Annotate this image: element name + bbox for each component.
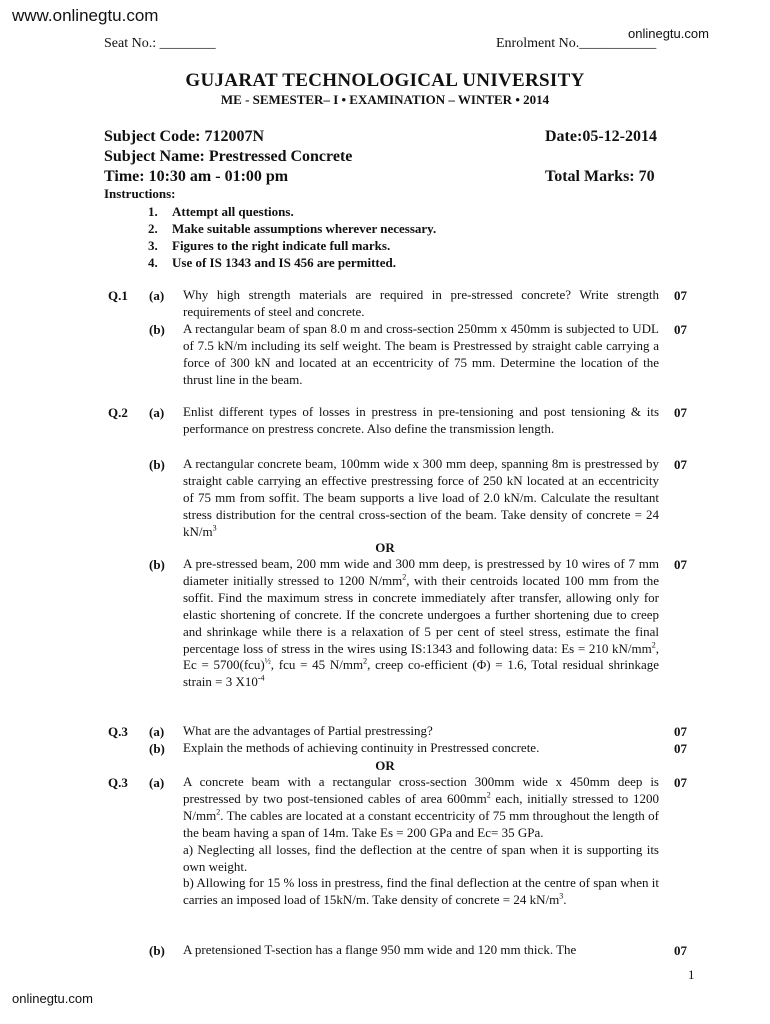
question-label-q1: Q.1	[108, 288, 128, 303]
instruction-item: 3. Figures to the right indicate full marks.	[148, 238, 391, 253]
sub-label-q3b: (b)	[149, 741, 165, 756]
sub-label-q2b: (b)	[149, 457, 165, 472]
exam-date: Date:05-12-2014	[545, 128, 657, 145]
exam-title: ME - SEMESTER– I • EXAMINATION – WINTER • 2014	[220, 92, 550, 107]
marks-q3a-alt: 07	[674, 775, 687, 790]
watermark-top-right: onlinegtu.com	[628, 26, 709, 41]
university-title: GUJARAT TECHNOLOGICAL UNIVERSITY	[185, 70, 585, 91]
question-text-q1b: A rectangular beam of span 8.0 m and cross-section 250mm x 450mm is subjected to UDL of 7.5 kN/m including its self weight. The beam is Prestressed by straight cable carrying a force of 300 kN and located at an eccentricity of 75 mm. Determine the location of the thrust line in the beam.	[183, 321, 659, 387]
marks-q2a: 07	[674, 405, 687, 420]
instruction-item: 1. Attempt all questions.	[148, 204, 294, 219]
exam-time: Time: 10:30 am - 01:00 pm	[104, 168, 289, 185]
sub-label-q1b: (b)	[149, 322, 165, 337]
instruction-item: 2. Make suitable assumptions wherever necessary.	[148, 221, 437, 236]
question-text-q1a: Why high strength materials are required in pre-stressed concrete? Write strength requirements of steel and concrete.	[183, 287, 659, 319]
page-number: 1	[688, 967, 695, 982]
marks-q1b: 07	[674, 322, 687, 337]
sub-label-q3b-alt: (b)	[149, 943, 165, 958]
instructions-list	[148, 203, 436, 271]
total-marks: Total Marks: 70	[545, 168, 655, 185]
watermark-top-left: www.onlinegtu.com	[12, 6, 159, 25]
enrolment-no-field: Enrolment No.___________	[496, 36, 657, 51]
marks-q3a: 07	[674, 724, 687, 739]
question-text-q2b-alt: A pre-stressed beam, 200 mm wide and 300 mm deep, is prestressed by 10 wires of 7 mm diameter initially stressed to 1200 $N/mm^2$, with their centroids located 100 mm from the soffit. Find the maximum stress in concrete immediately after transfer, allowing only for elastic shortening of concrete. If the concrete undergoes a further shortening due to creep and shrinkage while there is a relaxation of 5 per cent of steel stress, estimate the final percentage loss of stress in the wires using IS:1343 and following data: Es = 210 $kN/mm^2$, Ec = 5700(fcu)$^{\frac{1}{2}}$, fcu = 45 $N/mm^2$, creep co-efficient (Φ) = 1.6, Total residual shrinkage strain = 3 $X10^{-4}$	[183, 556, 659, 690]
or-separator: OR	[375, 540, 395, 555]
subject-code: Subject Code: 712007N	[104, 128, 264, 145]
instruction-item: 4. Use of IS 1343 and IS 456 are permitted.	[148, 255, 397, 270]
marks-q1a: 07	[674, 288, 687, 303]
sub-label-q2a: (a)	[149, 405, 165, 420]
question-label-q3: Q.3	[108, 724, 128, 739]
question-text-q3b: Explain the methods of achieving continuity in Prestressed concrete.	[183, 740, 540, 755]
question-label-q3-alt: Q.3	[108, 775, 128, 790]
marks-q3b: 07	[674, 741, 687, 756]
sub-label-q3a-alt: (a)	[149, 775, 165, 790]
question-label-q2: Q.2	[108, 405, 128, 420]
marks-q2b: 07	[674, 457, 687, 472]
question-text-q3a: What are the advantages of Partial prestressing?	[183, 723, 433, 738]
sub-label-q3a: (a)	[149, 724, 165, 739]
seat-no-field: Seat No.: ________	[104, 36, 216, 51]
marks-q2b-alt: 07	[674, 557, 687, 572]
sub-label-q2b-alt: (b)	[149, 557, 165, 572]
question-text-q3a-alt: A concrete beam with a rectangular cross-section 300mm wide x 450mm deep is prestressed by two post-tensioned cables of area $600mm^2$ each, initially stressed to 1200 $N/mm^2$. The cables are located at a constant eccentricity of 75 mm throughout the length of the beam having a span of 14m. Take Es = 200 GPa and Ec= 35 GPa. a) Neglecting all losses, find the deflection at the centre of span when it is supporting its own weight. b) Allowing for 15 % loss in prestress, find the final deflection at the centre of span when it carries an imposed load of 15kN/m. Take density of concrete = 24 $kN/m^3$.	[183, 774, 659, 908]
question-text-q3b-alt: A pretensioned T-section has a flange 950 mm wide and 120 mm thick. The	[183, 942, 577, 957]
sub-label-q1a: (a)	[149, 288, 165, 303]
instructions-heading: Instructions:	[104, 186, 176, 201]
question-text-q2a: Enlist different types of losses in prestress in pre-tensioning and post tensioning & its performance on prestress concrete. Also define the transmission length.	[183, 404, 659, 436]
question-text-q2b: A rectangular concrete beam, 100mm wide x 300 mm deep, spanning 8m is prestressed by straight cable carrying an effective prestressing force of 250 kN located at an eccentricity of 75 mm from soffit. The beam supports a live load of 2.0 kN/m. Calculate the resultant stress distribution for the central cross-section of the beam. Take density of concrete = 24 $kN/m^3$	[183, 456, 659, 539]
subject-name: Subject Name: Prestressed Concrete	[104, 148, 353, 165]
or-separator: OR	[375, 758, 395, 773]
marks-q3b-alt: 07	[674, 943, 687, 958]
watermark-bottom-left: onlinegtu.com	[12, 991, 93, 1006]
